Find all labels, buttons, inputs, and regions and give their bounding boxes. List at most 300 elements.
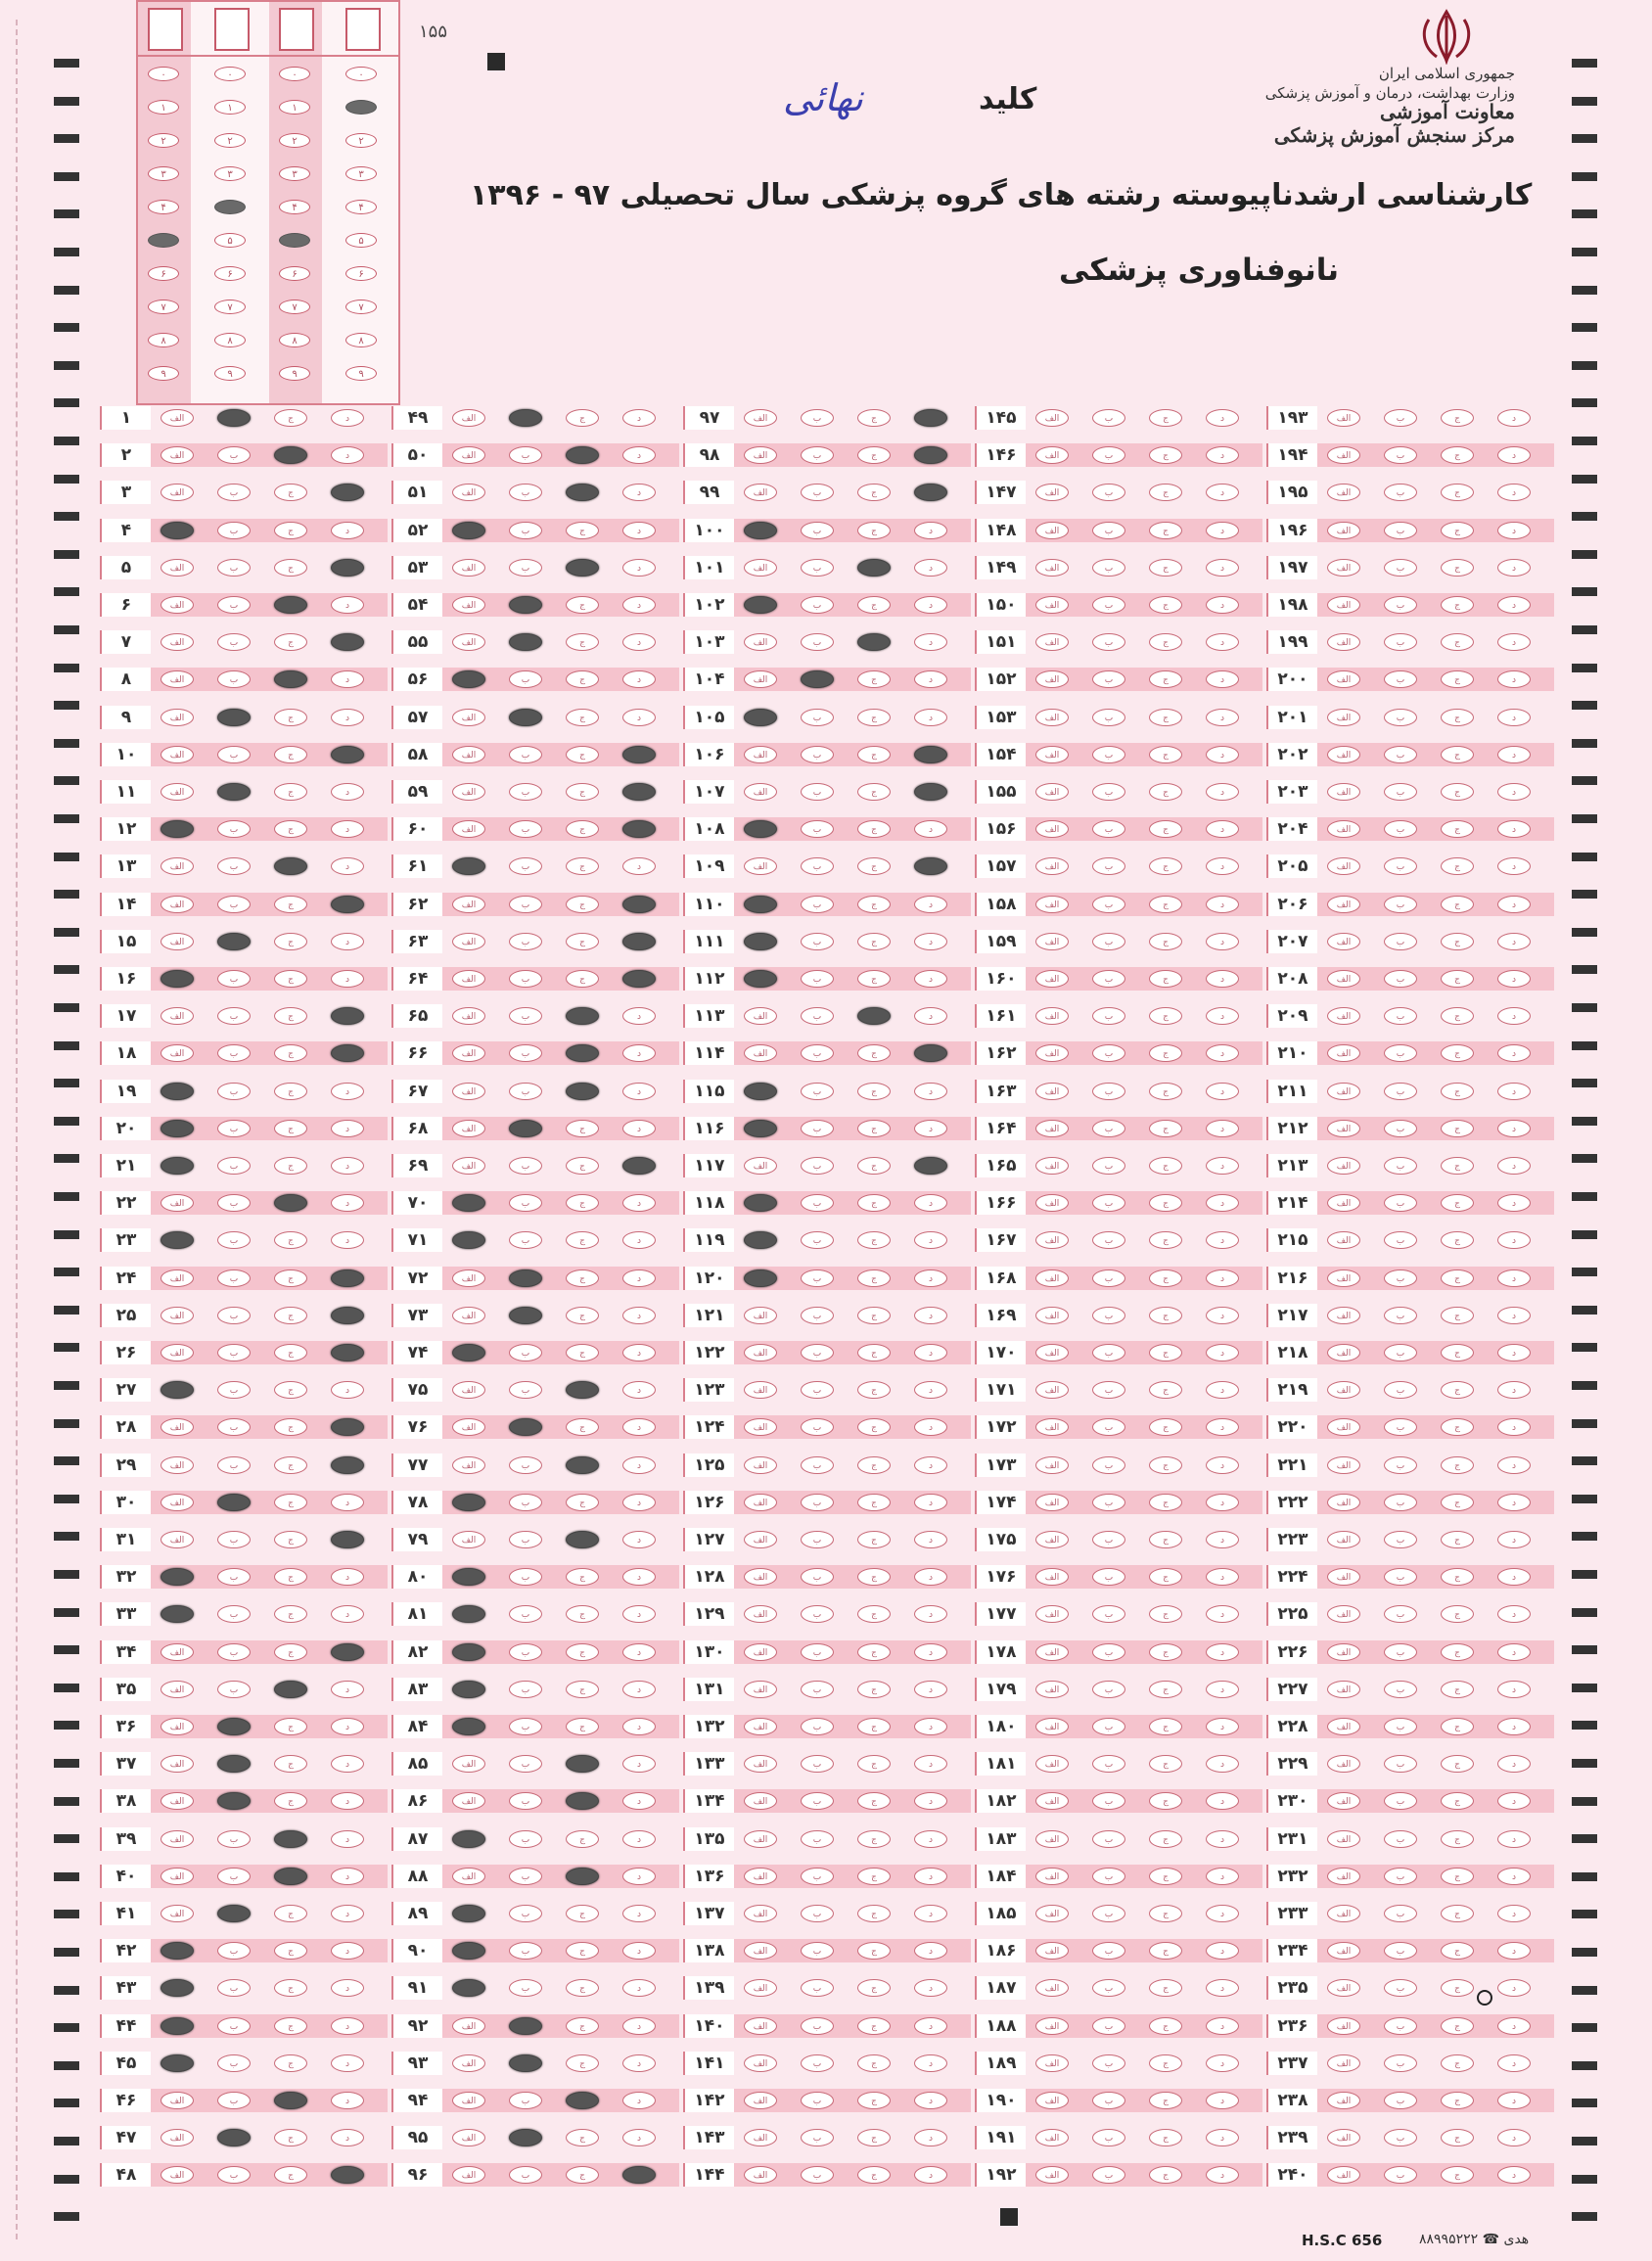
answer-bubble[interactable]: د <box>331 1381 364 1399</box>
answer-bubble[interactable] <box>452 1344 485 1361</box>
answer-bubble[interactable]: ب <box>509 1456 542 1474</box>
answer-bubble[interactable] <box>622 933 656 950</box>
answer-bubble[interactable]: ب <box>801 1681 834 1698</box>
answer-bubble[interactable]: ج <box>274 1605 307 1623</box>
answer-bubble[interactable]: الف <box>1327 1979 1360 1997</box>
answer-bubble[interactable] <box>566 1792 599 1810</box>
answer-bubble[interactable]: ج <box>274 1643 307 1661</box>
answer-bubble[interactable]: د <box>1497 1755 1531 1773</box>
answer-bubble[interactable]: ب <box>1384 1868 1417 1885</box>
answer-bubble[interactable]: د <box>1206 1979 1239 1997</box>
answer-bubble[interactable]: د <box>622 1792 656 1810</box>
code-digit-bubble[interactable]: ۲ <box>279 133 310 148</box>
answer-bubble[interactable]: ب <box>1384 2166 1417 2184</box>
answer-bubble[interactable]: د <box>331 2129 364 2146</box>
answer-bubble[interactable]: الف <box>1327 1307 1360 1324</box>
answer-bubble[interactable]: ب <box>1092 446 1125 464</box>
answer-bubble[interactable]: ب <box>1384 1083 1417 1100</box>
answer-bubble[interactable]: ج <box>857 1531 891 1548</box>
answer-bubble[interactable]: الف <box>452 2054 485 2072</box>
answer-bubble[interactable]: ج <box>274 1494 307 1511</box>
answer-bubble[interactable]: الف <box>744 1755 777 1773</box>
answer-bubble[interactable]: د <box>1206 1568 1239 1586</box>
answer-bubble[interactable]: د <box>622 2092 656 2109</box>
answer-bubble[interactable]: ج <box>1441 933 1474 950</box>
answer-bubble[interactable]: د <box>622 670 656 688</box>
answer-bubble[interactable]: د <box>914 1568 947 1586</box>
answer-bubble[interactable]: ج <box>566 709 599 726</box>
answer-bubble[interactable]: ب <box>801 484 834 501</box>
answer-bubble[interactable]: ب <box>801 783 834 801</box>
answer-bubble[interactable]: ج <box>274 1905 307 1922</box>
answer-bubble[interactable]: د <box>331 1755 364 1773</box>
answer-bubble[interactable]: ب <box>1384 446 1417 464</box>
answer-bubble[interactable]: الف <box>1035 1194 1069 1212</box>
answer-bubble[interactable]: الف <box>744 1007 777 1025</box>
answer-bubble[interactable]: ج <box>1441 2017 1474 2035</box>
answer-bubble[interactable]: د <box>1206 2129 1239 2146</box>
answer-bubble[interactable]: ج <box>1441 1120 1474 1137</box>
answer-bubble[interactable]: ج <box>857 1830 891 1848</box>
answer-bubble[interactable]: ب <box>801 1494 834 1511</box>
answer-bubble[interactable]: الف <box>744 857 777 875</box>
answer-bubble[interactable]: ج <box>1149 1307 1182 1324</box>
answer-bubble[interactable]: ج <box>1441 1344 1474 1361</box>
answer-bubble[interactable]: د <box>622 857 656 875</box>
answer-bubble[interactable]: ب <box>217 1868 251 1885</box>
answer-bubble[interactable] <box>331 1531 364 1548</box>
answer-bubble[interactable]: الف <box>161 1643 194 1661</box>
answer-bubble[interactable] <box>217 709 251 726</box>
answer-bubble[interactable]: ج <box>1149 1979 1182 1997</box>
answer-bubble[interactable]: ب <box>509 2092 542 2109</box>
answer-bubble[interactable]: الف <box>161 1044 194 1062</box>
answer-bubble[interactable]: د <box>1206 1494 1239 1511</box>
answer-bubble[interactable]: د <box>622 1905 656 1922</box>
answer-bubble[interactable]: د <box>1497 1007 1531 1025</box>
answer-bubble[interactable]: د <box>914 933 947 950</box>
answer-bubble[interactable]: د <box>1497 746 1531 763</box>
answer-bubble[interactable]: ج <box>1441 746 1474 763</box>
answer-bubble[interactable] <box>857 633 891 651</box>
answer-bubble[interactable]: ب <box>217 2054 251 2072</box>
answer-bubble[interactable]: ب <box>801 1194 834 1212</box>
answer-bubble[interactable]: الف <box>1035 1007 1069 1025</box>
answer-bubble[interactable]: د <box>914 896 947 913</box>
answer-bubble[interactable]: الف <box>744 1605 777 1623</box>
answer-bubble[interactable] <box>452 1905 485 1922</box>
answer-bubble[interactable]: الف <box>1035 596 1069 614</box>
answer-bubble[interactable]: ب <box>1384 1269 1417 1287</box>
answer-bubble[interactable]: الف <box>1327 1381 1360 1399</box>
answer-bubble[interactable]: الف <box>744 1456 777 1474</box>
answer-bubble[interactable]: د <box>1497 1083 1531 1100</box>
answer-bubble[interactable]: ج <box>566 1157 599 1175</box>
answer-bubble[interactable]: الف <box>1327 2129 1360 2146</box>
answer-bubble[interactable]: ب <box>801 1830 834 1848</box>
code-digit-bubble[interactable]: ۰ <box>345 67 377 81</box>
answer-bubble[interactable]: الف <box>1327 2092 1360 2109</box>
answer-bubble[interactable]: ب <box>217 1307 251 1324</box>
answer-bubble[interactable] <box>161 1568 194 1586</box>
answer-bubble[interactable]: الف <box>744 2054 777 2072</box>
answer-bubble[interactable]: ب <box>217 1942 251 1960</box>
answer-bubble[interactable]: ج <box>274 933 307 950</box>
answer-bubble[interactable]: الف <box>452 970 485 988</box>
answer-bubble[interactable]: د <box>331 2017 364 2035</box>
answer-bubble[interactable]: الف <box>1035 633 1069 651</box>
answer-bubble[interactable]: ب <box>509 820 542 838</box>
answer-bubble[interactable]: الف <box>161 1194 194 1212</box>
answer-bubble[interactable]: د <box>331 1568 364 1586</box>
answer-bubble[interactable]: ب <box>509 1344 542 1361</box>
answer-bubble[interactable] <box>331 484 364 501</box>
answer-bubble[interactable]: الف <box>744 446 777 464</box>
code-digit-bubble[interactable]: ۸ <box>279 333 310 347</box>
answer-bubble[interactable]: ب <box>1384 1044 1417 1062</box>
answer-bubble[interactable]: ج <box>1441 1157 1474 1175</box>
answer-bubble[interactable] <box>217 1718 251 1735</box>
answer-bubble[interactable] <box>274 446 307 464</box>
answer-bubble[interactable]: ب <box>801 820 834 838</box>
answer-bubble[interactable]: د <box>331 709 364 726</box>
answer-bubble[interactable]: ج <box>274 1755 307 1773</box>
answer-bubble[interactable]: د <box>1206 2017 1239 2035</box>
answer-bubble[interactable]: د <box>1497 709 1531 726</box>
answer-bubble[interactable]: ب <box>217 1605 251 1623</box>
answer-bubble[interactable]: ب <box>801 970 834 988</box>
answer-bubble[interactable]: د <box>1206 446 1239 464</box>
answer-bubble[interactable]: ج <box>274 2054 307 2072</box>
answer-bubble[interactable]: ب <box>1384 1681 1417 1698</box>
answer-bubble[interactable]: د <box>1497 1157 1531 1175</box>
answer-bubble[interactable]: الف <box>452 596 485 614</box>
answer-bubble[interactable]: ج <box>566 1418 599 1436</box>
answer-bubble[interactable]: د <box>1497 1868 1531 1885</box>
answer-bubble[interactable]: ج <box>857 1231 891 1249</box>
code-digit-bubble[interactable]: ۳ <box>279 166 310 181</box>
answer-bubble[interactable] <box>274 1194 307 1212</box>
answer-bubble[interactable]: الف <box>744 1344 777 1361</box>
answer-bubble[interactable]: الف <box>744 1868 777 1885</box>
answer-bubble[interactable]: ب <box>801 709 834 726</box>
answer-bubble[interactable]: الف <box>1327 857 1360 875</box>
answer-bubble[interactable]: الف <box>1327 1269 1360 1287</box>
answer-bubble[interactable]: الف <box>1035 896 1069 913</box>
answer-bubble[interactable] <box>622 2166 656 2184</box>
answer-bubble[interactable]: ب <box>509 1830 542 1848</box>
answer-bubble[interactable]: ب <box>1092 746 1125 763</box>
answer-bubble[interactable] <box>509 709 542 726</box>
answer-bubble[interactable]: الف <box>452 746 485 763</box>
answer-bubble[interactable]: د <box>1206 709 1239 726</box>
answer-bubble[interactable] <box>914 446 947 464</box>
answer-bubble[interactable]: الف <box>161 484 194 501</box>
answer-bubble[interactable]: الف <box>744 1568 777 1586</box>
answer-bubble[interactable]: د <box>914 970 947 988</box>
answer-bubble[interactable]: ج <box>274 1418 307 1436</box>
answer-bubble[interactable]: ج <box>857 1157 891 1175</box>
answer-bubble[interactable]: ج <box>274 1718 307 1735</box>
answer-bubble[interactable]: الف <box>1327 1007 1360 1025</box>
answer-bubble[interactable]: ج <box>857 1868 891 1885</box>
answer-bubble[interactable]: د <box>1497 1307 1531 1324</box>
answer-bubble[interactable] <box>452 522 485 539</box>
answer-bubble[interactable]: ج <box>274 1456 307 1474</box>
answer-bubble[interactable]: الف <box>161 1681 194 1698</box>
answer-bubble[interactable]: د <box>622 1120 656 1137</box>
answer-bubble[interactable]: د <box>914 2129 947 2146</box>
answer-bubble[interactable]: ج <box>1441 1418 1474 1436</box>
answer-bubble[interactable] <box>622 1157 656 1175</box>
answer-bubble[interactable]: الف <box>1035 1231 1069 1249</box>
answer-bubble[interactable]: ج <box>566 1120 599 1137</box>
answer-bubble[interactable]: ب <box>509 1681 542 1698</box>
answer-bubble[interactable]: الف <box>1327 2166 1360 2184</box>
answer-bubble[interactable]: ب <box>801 1231 834 1249</box>
answer-bubble[interactable]: د <box>914 709 947 726</box>
answer-bubble[interactable]: الف <box>161 409 194 427</box>
answer-bubble[interactable]: الف <box>1327 896 1360 913</box>
answer-bubble[interactable]: د <box>331 1231 364 1249</box>
answer-bubble[interactable]: د <box>1206 596 1239 614</box>
answer-bubble[interactable]: د <box>1497 783 1531 801</box>
answer-bubble[interactable]: د <box>1206 896 1239 913</box>
answer-bubble[interactable] <box>161 1605 194 1623</box>
answer-bubble[interactable]: ب <box>217 670 251 688</box>
answer-bubble[interactable]: ب <box>217 484 251 501</box>
answer-bubble[interactable]: د <box>331 820 364 838</box>
answer-bubble[interactable]: د <box>1497 1942 1531 1960</box>
answer-bubble[interactable]: ب <box>801 2092 834 2109</box>
answer-bubble[interactable]: ج <box>1149 1120 1182 1137</box>
answer-bubble[interactable]: ج <box>1149 2017 1182 2035</box>
answer-bubble[interactable]: د <box>331 970 364 988</box>
answer-bubble[interactable]: ب <box>1092 1194 1125 1212</box>
answer-bubble[interactable]: ب <box>217 559 251 577</box>
answer-bubble[interactable] <box>622 820 656 838</box>
answer-bubble[interactable]: ب <box>801 1979 834 1997</box>
answer-bubble[interactable]: د <box>1497 1120 1531 1137</box>
answer-bubble[interactable]: ب <box>1384 896 1417 913</box>
answer-bubble[interactable]: ب <box>1092 1494 1125 1511</box>
answer-bubble[interactable]: الف <box>452 1755 485 1773</box>
answer-bubble[interactable] <box>217 783 251 801</box>
answer-bubble[interactable]: الف <box>1327 670 1360 688</box>
answer-bubble[interactable]: الف <box>1327 933 1360 950</box>
answer-bubble[interactable]: د <box>622 1830 656 1848</box>
answer-bubble[interactable]: الف <box>161 1418 194 1436</box>
answer-bubble[interactable]: د <box>331 1157 364 1175</box>
answer-bubble[interactable]: ج <box>1149 1605 1182 1623</box>
answer-bubble[interactable]: الف <box>452 633 485 651</box>
answer-bubble[interactable]: ج <box>274 709 307 726</box>
answer-bubble[interactable]: د <box>1206 820 1239 838</box>
answer-bubble[interactable] <box>857 559 891 577</box>
answer-bubble[interactable]: ب <box>509 1792 542 1810</box>
answer-bubble[interactable]: ج <box>857 1905 891 1922</box>
answer-bubble[interactable]: الف <box>1035 2129 1069 2146</box>
answer-bubble[interactable]: د <box>331 783 364 801</box>
answer-bubble[interactable]: د <box>622 1568 656 1586</box>
answer-bubble[interactable]: ب <box>217 1531 251 1548</box>
code-digit-bubble[interactable]: ۶ <box>214 266 246 281</box>
answer-bubble[interactable]: د <box>914 1979 947 1997</box>
answer-bubble[interactable]: د <box>331 933 364 950</box>
answer-bubble[interactable]: الف <box>452 1083 485 1100</box>
code-digit-bubble[interactable]: ۲ <box>148 133 179 148</box>
answer-bubble[interactable]: ب <box>509 783 542 801</box>
answer-bubble[interactable]: ج <box>1149 596 1182 614</box>
answer-bubble[interactable] <box>452 1942 485 1960</box>
answer-bubble[interactable]: ج <box>1149 1344 1182 1361</box>
answer-bubble[interactable]: الف <box>1035 970 1069 988</box>
code-digit-bubble[interactable]: ۷ <box>214 300 246 314</box>
answer-bubble[interactable]: ب <box>801 522 834 539</box>
code-digit-bubble[interactable]: ۳ <box>148 166 179 181</box>
answer-bubble[interactable]: الف <box>1035 1120 1069 1137</box>
answer-bubble[interactable]: ج <box>566 933 599 950</box>
answer-bubble[interactable]: ج <box>857 1568 891 1586</box>
answer-bubble[interactable]: ج <box>274 1120 307 1137</box>
answer-bubble[interactable] <box>331 1007 364 1025</box>
answer-bubble[interactable]: د <box>1497 633 1531 651</box>
answer-bubble[interactable]: د <box>331 446 364 464</box>
answer-bubble[interactable]: الف <box>452 1868 485 1885</box>
answer-bubble[interactable]: ب <box>217 1418 251 1436</box>
answer-bubble[interactable]: الف <box>452 1007 485 1025</box>
answer-bubble[interactable]: د <box>622 559 656 577</box>
answer-bubble[interactable]: د <box>1206 1643 1239 1661</box>
answer-bubble[interactable]: ب <box>509 1044 542 1062</box>
answer-bubble[interactable]: الف <box>452 933 485 950</box>
answer-bubble[interactable]: د <box>622 1681 656 1698</box>
answer-bubble[interactable]: الف <box>1035 446 1069 464</box>
answer-bubble[interactable]: ج <box>857 933 891 950</box>
answer-bubble[interactable]: ج <box>566 1344 599 1361</box>
answer-bubble[interactable]: ب <box>1384 970 1417 988</box>
answer-bubble[interactable]: ج <box>857 1418 891 1436</box>
answer-bubble[interactable]: ب <box>801 1605 834 1623</box>
answer-bubble[interactable]: د <box>1206 2092 1239 2109</box>
answer-bubble[interactable]: د <box>1206 1531 1239 1548</box>
answer-bubble[interactable]: ج <box>1149 2092 1182 2109</box>
answer-bubble[interactable] <box>566 559 599 577</box>
answer-bubble[interactable]: ج <box>857 2092 891 2109</box>
answer-bubble[interactable]: ب <box>509 2166 542 2184</box>
code-digit-bubble[interactable]: ۰ <box>279 67 310 81</box>
answer-bubble[interactable]: ج <box>566 970 599 988</box>
answer-bubble[interactable]: د <box>1206 1605 1239 1623</box>
answer-bubble[interactable]: ب <box>1384 1157 1417 1175</box>
answer-bubble[interactable]: الف <box>1035 709 1069 726</box>
answer-bubble[interactable]: د <box>622 1942 656 1960</box>
answer-bubble[interactable]: الف <box>744 2092 777 2109</box>
answer-bubble[interactable]: الف <box>1035 857 1069 875</box>
answer-bubble[interactable]: د <box>1206 1381 1239 1399</box>
answer-bubble[interactable]: د <box>914 559 947 577</box>
answer-bubble[interactable]: ج <box>1441 1568 1474 1586</box>
answer-bubble[interactable]: ج <box>857 1456 891 1474</box>
answer-bubble[interactable]: د <box>622 2017 656 2035</box>
answer-bubble[interactable]: ج <box>566 896 599 913</box>
answer-bubble[interactable]: الف <box>1035 1381 1069 1399</box>
answer-bubble[interactable]: د <box>914 1643 947 1661</box>
answer-bubble[interactable]: الف <box>161 596 194 614</box>
answer-bubble[interactable]: د <box>1206 746 1239 763</box>
answer-bubble[interactable]: ب <box>801 2166 834 2184</box>
answer-bubble[interactable]: الف <box>744 409 777 427</box>
answer-bubble[interactable]: د <box>1497 409 1531 427</box>
answer-bubble[interactable]: د <box>914 1269 947 1287</box>
answer-bubble[interactable]: ب <box>217 857 251 875</box>
code-digit-bubble[interactable]: ۶ <box>279 266 310 281</box>
answer-bubble[interactable]: د <box>1206 1269 1239 1287</box>
answer-bubble[interactable]: ج <box>1149 783 1182 801</box>
answer-bubble[interactable]: د <box>331 409 364 427</box>
answer-bubble[interactable] <box>622 783 656 801</box>
answer-bubble[interactable]: ج <box>1149 1044 1182 1062</box>
code-write-box[interactable] <box>345 8 381 51</box>
answer-bubble[interactable]: ج <box>274 820 307 838</box>
answer-bubble[interactable]: د <box>622 446 656 464</box>
answer-bubble[interactable]: الف <box>1327 1231 1360 1249</box>
answer-bubble[interactable]: ب <box>801 746 834 763</box>
answer-bubble[interactable]: د <box>1497 1830 1531 1848</box>
answer-bubble[interactable]: د <box>622 1868 656 1885</box>
answer-bubble[interactable]: ب <box>509 1568 542 1586</box>
answer-bubble[interactable] <box>217 2129 251 2146</box>
answer-bubble[interactable]: د <box>331 1905 364 1922</box>
answer-bubble[interactable]: ج <box>274 633 307 651</box>
answer-bubble[interactable]: ب <box>509 1755 542 1773</box>
code-digit-bubble[interactable]: ۷ <box>279 300 310 314</box>
answer-bubble[interactable]: ج <box>857 446 891 464</box>
answer-bubble[interactable]: د <box>1206 1792 1239 1810</box>
answer-bubble[interactable]: ج <box>1149 446 1182 464</box>
answer-bubble[interactable]: د <box>1206 1755 1239 1773</box>
answer-bubble[interactable]: ج <box>566 746 599 763</box>
answer-bubble[interactable]: ب <box>1384 559 1417 577</box>
answer-bubble[interactable]: ب <box>1384 2129 1417 2146</box>
answer-bubble[interactable]: د <box>1497 933 1531 950</box>
answer-bubble[interactable]: ج <box>566 1568 599 1586</box>
answer-bubble[interactable]: د <box>1497 522 1531 539</box>
answer-bubble[interactable]: ب <box>509 1494 542 1511</box>
answer-bubble[interactable]: الف <box>452 1120 485 1137</box>
answer-bubble[interactable]: د <box>1497 1231 1531 1249</box>
answer-bubble[interactable]: د <box>622 2054 656 2072</box>
answer-bubble[interactable]: ج <box>274 1381 307 1399</box>
answer-bubble[interactable]: الف <box>1327 1418 1360 1436</box>
answer-bubble[interactable]: ج <box>274 2129 307 2146</box>
answer-bubble[interactable] <box>622 970 656 988</box>
answer-bubble[interactable]: ب <box>509 446 542 464</box>
answer-bubble[interactable]: د <box>622 1494 656 1511</box>
answer-bubble[interactable]: ب <box>801 1157 834 1175</box>
answer-bubble[interactable]: ج <box>1441 2166 1474 2184</box>
answer-bubble[interactable]: ب <box>1092 2129 1125 2146</box>
answer-bubble[interactable]: ب <box>801 896 834 913</box>
answer-bubble[interactable]: ج <box>857 409 891 427</box>
answer-bubble[interactable]: ج <box>1441 783 1474 801</box>
answer-bubble[interactable]: د <box>1497 1792 1531 1810</box>
answer-bubble[interactable]: د <box>1497 1344 1531 1361</box>
answer-bubble[interactable]: د <box>622 1381 656 1399</box>
answer-bubble[interactable]: ج <box>1441 1231 1474 1249</box>
answer-bubble[interactable] <box>331 1456 364 1474</box>
answer-bubble[interactable] <box>566 1381 599 1399</box>
